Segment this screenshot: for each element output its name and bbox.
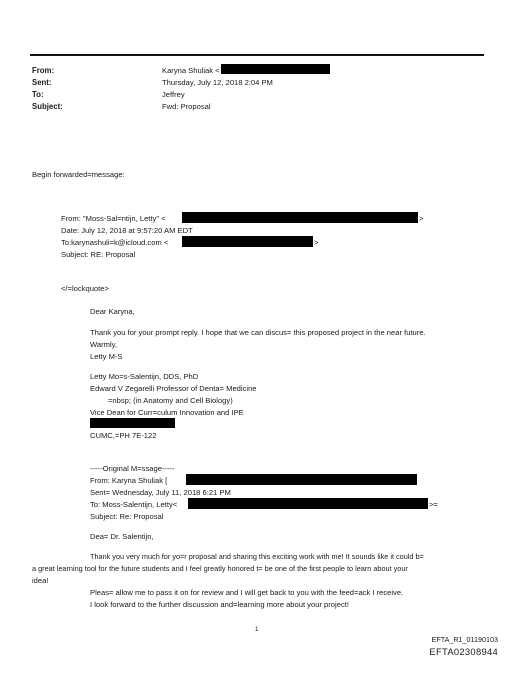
lockquote-tag: </=lockquote> [61,284,109,293]
original-divider: -----Original M=ssage----- [90,464,175,473]
redaction-bar [188,498,428,509]
fwd-to-tail: > [314,238,319,247]
page-number: 1 [255,626,259,633]
orig-subject: Subject: Re: Proposal [90,512,164,521]
subject-label: Subject: [32,102,63,111]
orig-paragraph-line: a great learning tool for the future students and I feel greatly honored t= be one of the first people to learn about your [32,564,408,573]
redaction-bar [221,64,330,74]
fwd-from: From: "Moss-Sal=ntijn, Letty" < [61,214,166,223]
fwd-subject: Subject: RE: Proposal [61,250,136,259]
orig-paragraph: Pleas= allow me to pass it on for review and I will get back to you with the feed=ack I receive. [90,588,404,597]
bates-number-small: EFTA_R1_01190103 [431,635,498,644]
fwd-to: To:karynashuli=k@icloud.com < [61,238,169,247]
orig-sent: Sent= Wednesday, July 11, 2018 6:21 PM [90,488,231,497]
orig-to: To: Moss-Salentijn, Letty< [90,500,178,509]
redaction-bar [186,474,417,485]
redaction-bar [90,418,175,428]
closing: Warmly, [90,340,117,349]
to-label: To: [32,90,44,99]
orig-greeting: Dea= Dr. Salentijn, [90,532,154,541]
orig-paragraph: I look forward to the further discussion and=learning more about your project! [90,600,349,609]
redaction-bar [182,212,418,223]
signature-office: CUMC,=PH 7E-122 [90,431,157,440]
orig-to-tail: >= [429,500,438,509]
signature-name: Letty Mo=s-Salentijn, DDS, PhD [90,372,199,381]
initials: Letty M-S [90,352,123,361]
from-value: Karyna Shuliak < [162,66,220,75]
to-value: Jeffrey [162,90,185,99]
from-label: From: [32,66,55,75]
begin-forwarded: Begin forwarded=message: [32,170,125,179]
signature-title: Vice Dean for Curr=culum Innovation and IPE [90,408,244,417]
sent-label: Sent: [32,78,52,87]
sent-value: Thursday, July 12, 2018 2:04 PM [162,78,273,87]
header-rule [30,54,484,56]
bates-number-large: EFTA02308944 [429,646,498,657]
orig-from: From: Karyna Shuliak [ [90,476,168,485]
redaction-bar [182,236,313,247]
signature-title: Edward V Zegarelli Professor of Denta= Medicine [90,384,257,393]
subject-value: Fwd: Proposal [162,102,211,111]
fwd-date: Date: July 12, 2018 at 9:57:20 AM EDT [61,226,193,235]
fwd-from-tail: > [419,214,424,223]
greeting: Dear Karyna, [90,307,135,316]
signature-title: =nbsp; (in Anatomy and Cell Biology) [108,396,233,405]
orig-paragraph-line: Thank you very much for yo=r proposal and sharing this exciting work with me! It sounds like it could b= [90,552,424,561]
orig-paragraph-line: idea! [32,576,49,585]
reply-paragraph: Thank you for your prompt reply. I hope that we can discus= this proposed project in the near future. [90,328,426,337]
